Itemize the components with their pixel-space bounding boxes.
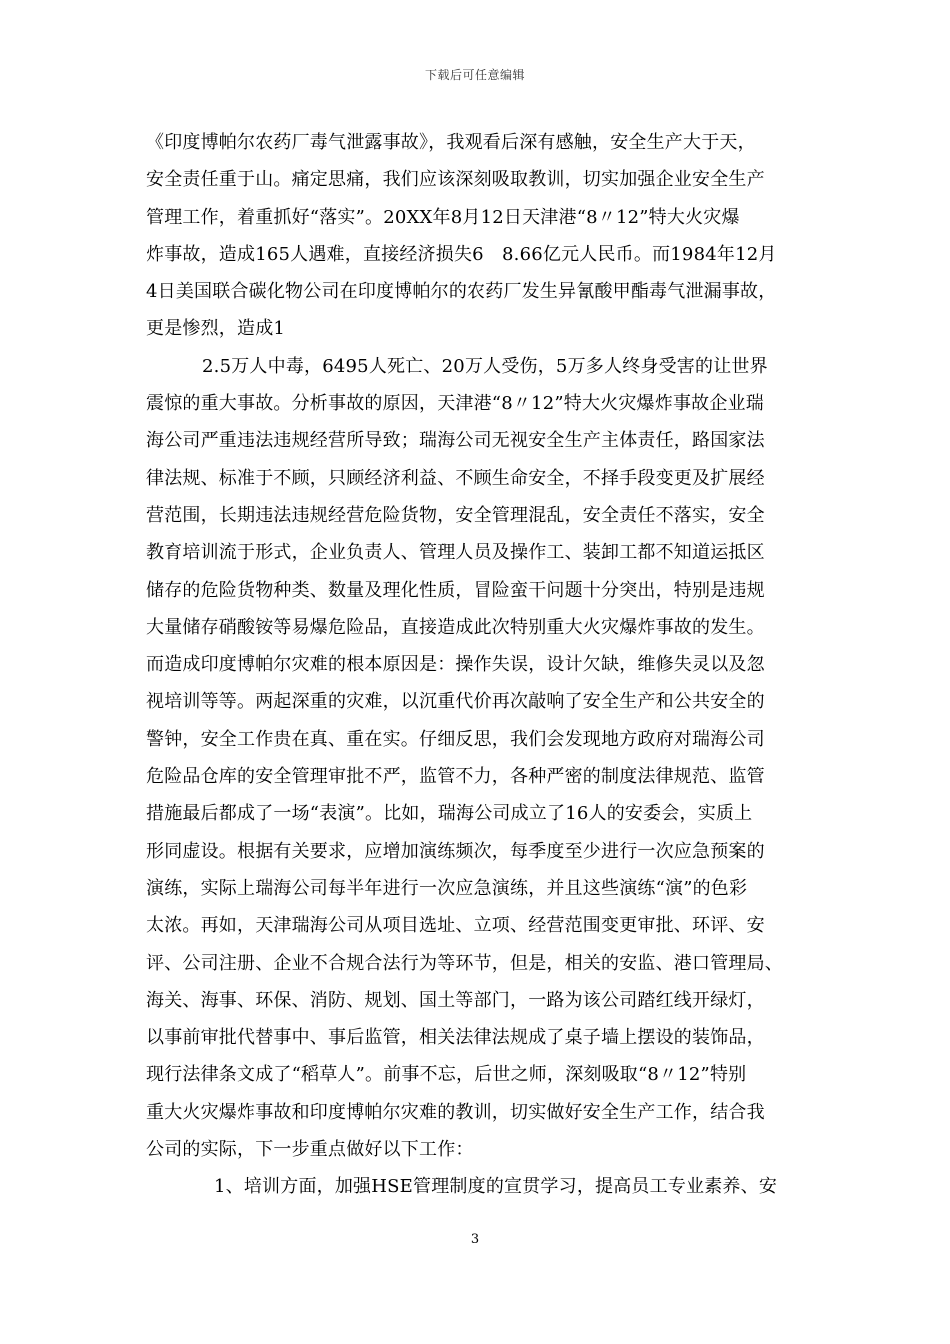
text-line: 律法规、标准于不顾，只顾经济利益、不顾生命安全，不择手段变更及扩展经 bbox=[146, 467, 765, 489]
text-line: 4日美国联合碳化物公司在印度博帕尔的农药厂发生异氰酸甲酯毒气泄漏事故， bbox=[146, 281, 777, 303]
text-line: 现行法律条文成了“稻草人”。前事不忘，后世之师，深刻吸取“8〃12”特别 bbox=[146, 1064, 747, 1086]
text-line: 而造成印度博帕尔灾难的根本原因是：操作失误，设计欠缺，维修失灵以及忽 bbox=[146, 654, 765, 676]
text-line: 海公司严重违法违规经营所导致；瑞海公司无视安全生产主体责任，路国家法 bbox=[146, 430, 765, 452]
text-line: 储存的危险货物种类、数量及理化性质，冒险蛮干问题十分突出，特别是违规 bbox=[146, 579, 765, 601]
page-header: 下载后可任意编辑 bbox=[424, 68, 525, 82]
text-line: 警钟，安全工作贵在真、重在实。仔细反思，我们会发现地方政府对瑞海公司 bbox=[146, 728, 765, 750]
text-line: 重大火灾爆炸事故和印度博帕尔灾难的教训，切实做好安全生产工作，结合我 bbox=[146, 1101, 765, 1123]
text-line: 措施最后都成了一场“表演”。比如，瑞海公司成立了16人的安委会，实质上 bbox=[146, 803, 753, 825]
text-line: 太浓。再如，天津瑞海公司从项目选址、立项、经营范围变更审批、环评、安 bbox=[146, 915, 765, 937]
page-number: 3 bbox=[470, 1232, 480, 1247]
text-line: 海关、海事、环保、消防、规划、国土等部门，一路为该公司踏红线开绿灯， bbox=[146, 989, 765, 1011]
text-line: 营范围，长期违法违规经营危险货物，安全管理混乱，安全责任不落实，安全 bbox=[146, 504, 765, 526]
document-body bbox=[146, 124, 806, 1206]
paragraph-start-line: 2.5万人中毒，6495人死亡、20万人受伤，5万多人终身受害的让世界 bbox=[202, 355, 768, 377]
text-line: 《印度博帕尔农药厂毒气泄露事故》，我观看后深有感触，安全生产大于天， bbox=[146, 132, 756, 153]
text-line: 更是惨烈，造成1 bbox=[146, 318, 286, 340]
text-line: 炸事故，造成165人遇难，直接经济损失6 8.66亿元人民币。而1984年12月 bbox=[146, 243, 777, 265]
text-line: 管理工作，着重抓好“落实”。20XX年8月12日天津港“8〃12”特大火灾爆 bbox=[146, 206, 740, 228]
text-line: 以事前审批代替事中、事后监管，相关法律法规成了桌子墙上摆设的装饰品， bbox=[146, 1027, 765, 1049]
text-line: 演练，实际上瑞海公司每半年进行一次应急演练，并且这些演练“演”的色彩 bbox=[146, 877, 748, 899]
text-line: 安全责任重于山。痛定思痛，我们应该深刻吸取教训，切实加强企业安全生产 bbox=[146, 169, 765, 191]
text-line: 公司的实际，下一步重点做好以下工作： bbox=[146, 1139, 474, 1161]
text-line: 大量储存硝酸铵等易爆危险品，直接造成此次特别重大火灾爆炸事故的发生。 bbox=[146, 616, 765, 638]
paragraph-start-line: 1、培训方面，加强HSE管理制度的宣贯学习，提高员工专业素养、安 bbox=[214, 1176, 778, 1198]
text-line: 震惊的重大事故。分析事故的原因，天津港“8〃12”特大火灾爆炸事故企业瑞 bbox=[146, 393, 764, 415]
text-line: 危险品仓库的安全管理审批不严，监管不力，各种严密的制度法律规范、监管 bbox=[146, 766, 765, 788]
text-line: 教育培训流于形式，企业负责人、管理人员及操作工、装卸工都不知道运抵区 bbox=[146, 542, 765, 564]
text-line: 形同虚设。根据有关要求，应增加演练频次，每季度至少进行一次应急预案的 bbox=[146, 840, 765, 862]
text-line: 视培训等等。两起深重的灾难，以沉重代价再次敲响了安全生产和公共安全的 bbox=[146, 691, 765, 713]
text-line: 评、公司注册、企业不合规合法行为等环节，但是，相关的安监、港口管理局、 bbox=[146, 952, 783, 974]
